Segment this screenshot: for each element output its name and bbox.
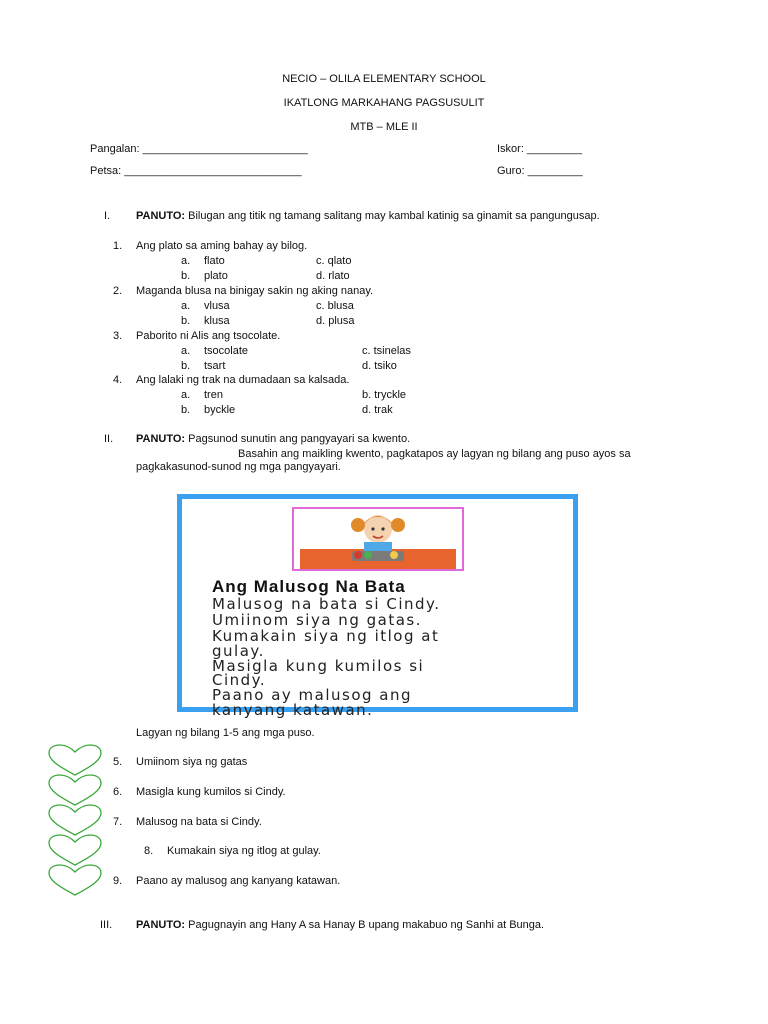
story-line-8: kanyang katawan.	[212, 701, 374, 719]
s9-number: 9.	[113, 875, 123, 887]
date-field[interactable]: Petsa: _____________________________	[90, 165, 302, 177]
q4-text: Ang lalaki ng trak na dumadaan sa kalsada.	[136, 374, 350, 386]
s9-text: Paano ay malusog ang kanyang katawan.	[136, 875, 341, 887]
q3-choice-b[interactable]: tsart	[204, 360, 226, 372]
s6-text: Masigla kung kumilos si Cindy.	[136, 786, 286, 798]
q3-text: Paborito ni Alis ang tsocolate.	[136, 330, 281, 342]
q2-choice-a[interactable]: vlusa	[204, 300, 230, 312]
heart-icon[interactable]	[46, 834, 104, 868]
q2-choice-d[interactable]: d. plusa	[316, 315, 355, 327]
school-name: NECIO – OLILA ELEMENTARY SCHOOL	[282, 73, 486, 85]
q3-choice-a[interactable]: tsocolate	[204, 345, 249, 357]
girl-with-food-icon	[294, 509, 462, 569]
story-line-1: Malusog na bata si Cindy.	[212, 595, 441, 613]
heart-icon[interactable]	[46, 804, 104, 838]
teacher-field[interactable]: Guro: _________	[497, 165, 583, 177]
heart-icon[interactable]	[46, 744, 104, 778]
part2-numeral: II.	[104, 433, 114, 445]
story-line-2: Umiinom siya ng gatas.	[212, 611, 422, 629]
story-line-3: Kumakain siya ng itlog at	[212, 627, 440, 645]
name-field[interactable]: Pangalan: ___________________________	[90, 143, 308, 155]
exam-title: IKATLONG MARKAHANG PAGSUSULIT	[283, 97, 485, 109]
q2-choice-b[interactable]: klusa	[204, 315, 230, 327]
hearts-prompt: Lagyan ng bilang 1-5 ang mga puso.	[136, 727, 315, 739]
part2-label: PANUTO:	[136, 433, 186, 445]
q1-choice-a-letter[interactable]: a.	[181, 255, 191, 267]
story-image	[177, 494, 578, 719]
q4-choice-a[interactable]: tren	[204, 389, 223, 401]
part3-label: PANUTO:	[136, 919, 186, 931]
q3-choice-d[interactable]: d. tsiko	[362, 360, 397, 372]
part2-line2: Basahin ang maikling kwento, pagkatapos ay lagyan ng bilang ang puso ayos sa	[238, 448, 631, 460]
q1-choice-c[interactable]: c. qlato	[316, 255, 352, 267]
story-title: Ang Malusog Na Bata	[212, 577, 406, 596]
s7-number: 7.	[113, 816, 123, 828]
story-line-6: Cindy.	[212, 671, 267, 689]
part1-instruction	[136, 210, 600, 222]
story-line-7: Paano ay malusog ang	[212, 686, 413, 704]
story-line-4: gulay.	[212, 642, 265, 660]
q4-choice-b[interactable]: byckle	[204, 404, 236, 416]
q1-choice-a[interactable]: flato	[204, 255, 225, 267]
q4-choice-b-letter[interactable]: b.	[181, 404, 191, 416]
part3-instruction	[136, 919, 544, 931]
girl-illustration	[292, 507, 464, 571]
q3-choice-b-letter[interactable]: b.	[181, 360, 191, 372]
s8-text: Kumakain siya ng itlog at gulay.	[167, 845, 321, 857]
score-field[interactable]: Iskor: _________	[497, 143, 583, 155]
part2-text: Pagsunod sunutin ang pangyayari sa kwento.	[185, 433, 411, 445]
part1-text: Bilugan ang titik ng tamang salitang may kambal katinig sa ginamit sa pangungusap.	[185, 210, 600, 222]
part3-text: Pagugnayin ang Hany A sa Hanay B upang makabuo ng Sanhi at Bunga.	[185, 919, 545, 931]
q2-text: Maganda blusa na binigay sakin ng aking nanay.	[136, 285, 374, 297]
q1-choice-d[interactable]: d. rlato	[316, 270, 350, 282]
s5-text: Umiinom siya ng gatas	[136, 756, 248, 768]
story-line-5: Masigla kung kumilos si	[212, 657, 425, 675]
q4-choice-c[interactable]: b. tryckle	[362, 389, 407, 401]
q1-text: Ang plato sa aming bahay ay bilog.	[136, 240, 308, 252]
heart-icon[interactable]	[46, 864, 104, 898]
s7-text: Malusog na bata si Cindy.	[136, 816, 262, 828]
q2-choice-b-letter[interactable]: b.	[181, 315, 191, 327]
s8-number: 8.	[144, 845, 154, 857]
q3-choice-a-letter[interactable]: a.	[181, 345, 191, 357]
part2-instruction	[136, 433, 410, 445]
story-card	[182, 499, 573, 719]
part2-line3: pagkakasunod-sunod ng mga pangyayari.	[136, 461, 341, 473]
q1-number: 1.	[113, 240, 123, 252]
part1-numeral: I.	[104, 210, 111, 222]
s6-number: 6.	[113, 786, 123, 798]
q3-number: 3.	[113, 330, 123, 342]
subject-title: MTB – MLE II	[350, 121, 418, 133]
q4-choice-a-letter[interactable]: a.	[181, 389, 191, 401]
q2-choice-c[interactable]: c. blusa	[316, 300, 354, 312]
q2-choice-a-letter[interactable]: a.	[181, 300, 191, 312]
q4-choice-d[interactable]: d. trak	[362, 404, 393, 416]
q4-number: 4.	[113, 374, 123, 386]
q3-choice-c[interactable]: c. tsinelas	[362, 345, 411, 357]
q1-choice-b-letter[interactable]: b.	[181, 270, 191, 282]
part3-numeral: III.	[100, 919, 113, 931]
heart-icon[interactable]	[46, 774, 104, 808]
s5-number: 5.	[113, 756, 123, 768]
q2-number: 2.	[113, 285, 123, 297]
q1-choice-b[interactable]: plato	[204, 270, 228, 282]
part1-label: PANUTO:	[136, 210, 186, 222]
